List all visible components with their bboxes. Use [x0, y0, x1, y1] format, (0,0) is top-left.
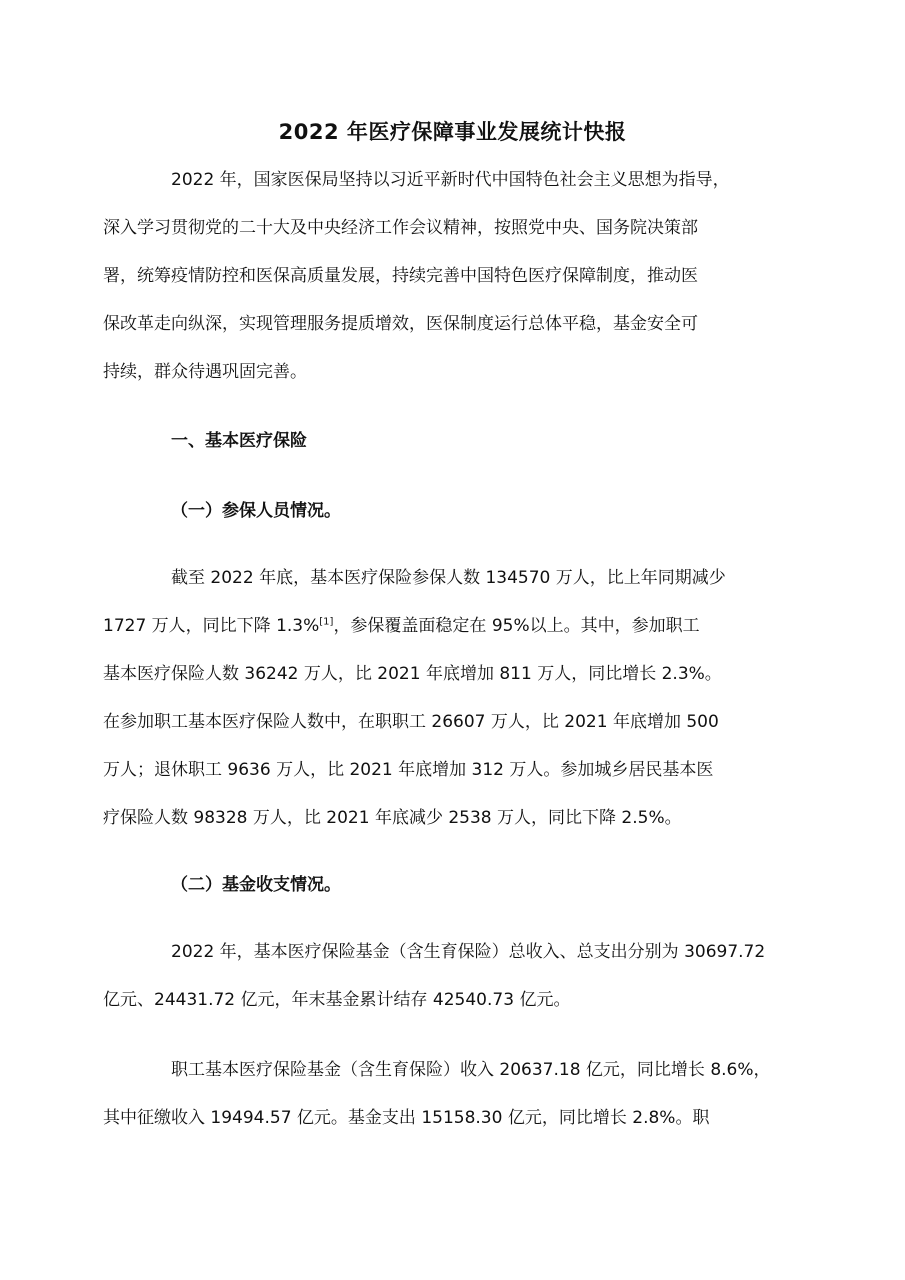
- footnote-mark: [1]: [319, 616, 334, 628]
- subsection-heading-enrollment: （一）参保人员情况。: [171, 501, 341, 521]
- intro-line: 保改革走向纵深，实现管理服务提质增效，医保制度运行总体平稳，基金安全可: [103, 314, 698, 334]
- intro-line: 署，统筹疫情防控和医保高质量发展，持续完善中国特色医疗保障制度，推动医: [103, 266, 698, 286]
- enrollment-line: 在参加职工基本医疗保险人数中，在职职工 26607 万人，比 2021 年底增加 500: [103, 712, 719, 732]
- enrollment-line: 万人；退休职工 9636 万人，比 2021 年底增加 312 万人。参加城乡居民基本医: [103, 760, 714, 780]
- enrollment-line: [103, 602, 777, 650]
- document-title: 2022 年医疗保障事业发展统计快报: [278, 120, 627, 144]
- employee-fund-line: 职工基本医疗保险基金（含生育保险）收入 20637.18 亿元，同比增长 8.6%，: [171, 1060, 771, 1080]
- fund-paragraph: [103, 928, 777, 1024]
- enrollment-line: 截至 2022 年底，基本医疗保险参保人数 134570 万人，比上年同期减少: [171, 568, 726, 588]
- fund-line: 2022 年，基本医疗保险基金（含生育保险）总收入、总支出分别为 30697.72: [171, 942, 766, 962]
- enrollment-line: 基本医疗保险人数 36242 万人，比 2021 年底增加 811 万人，同比增长 2.3%。: [103, 664, 722, 684]
- enrollment-line-part: ，参保覆盖面稳定在 95%以上。其中，参加职工: [333, 616, 700, 636]
- intro-line: 持续，群众待遇巩固完善。: [103, 362, 307, 382]
- employee-fund-paragraph: [103, 1046, 777, 1142]
- enrollment-paragraph: [103, 554, 777, 842]
- employee-fund-line: 其中征缴收入 19494.57 亿元。基金支出 15158.30 亿元，同比增长 2.8%。职: [103, 1108, 710, 1128]
- intro-line: 2022 年，国家医保局坚持以习近平新时代中国特色社会主义思想为指导，: [171, 170, 730, 190]
- fund-line: 亿元、24431.72 亿元，年末基金累计结存 42540.73 亿元。: [103, 990, 571, 1010]
- enrollment-line: 疗保险人数 98328 万人，比 2021 年底减少 2538 万人，同比下降 2.5%。: [103, 808, 682, 828]
- subsection-heading-fund: （二）基金收支情况。: [171, 875, 341, 895]
- intro-paragraph: [103, 156, 777, 396]
- intro-line: 深入学习贯彻党的二十大及中央经济工作会议精神，按照党中央、国务院决策部: [103, 218, 698, 238]
- section-heading-basic-medical-insurance: 一、基本医疗保险: [171, 431, 307, 451]
- enrollment-line-part: 1727 万人，同比下降 1.3%: [103, 616, 320, 636]
